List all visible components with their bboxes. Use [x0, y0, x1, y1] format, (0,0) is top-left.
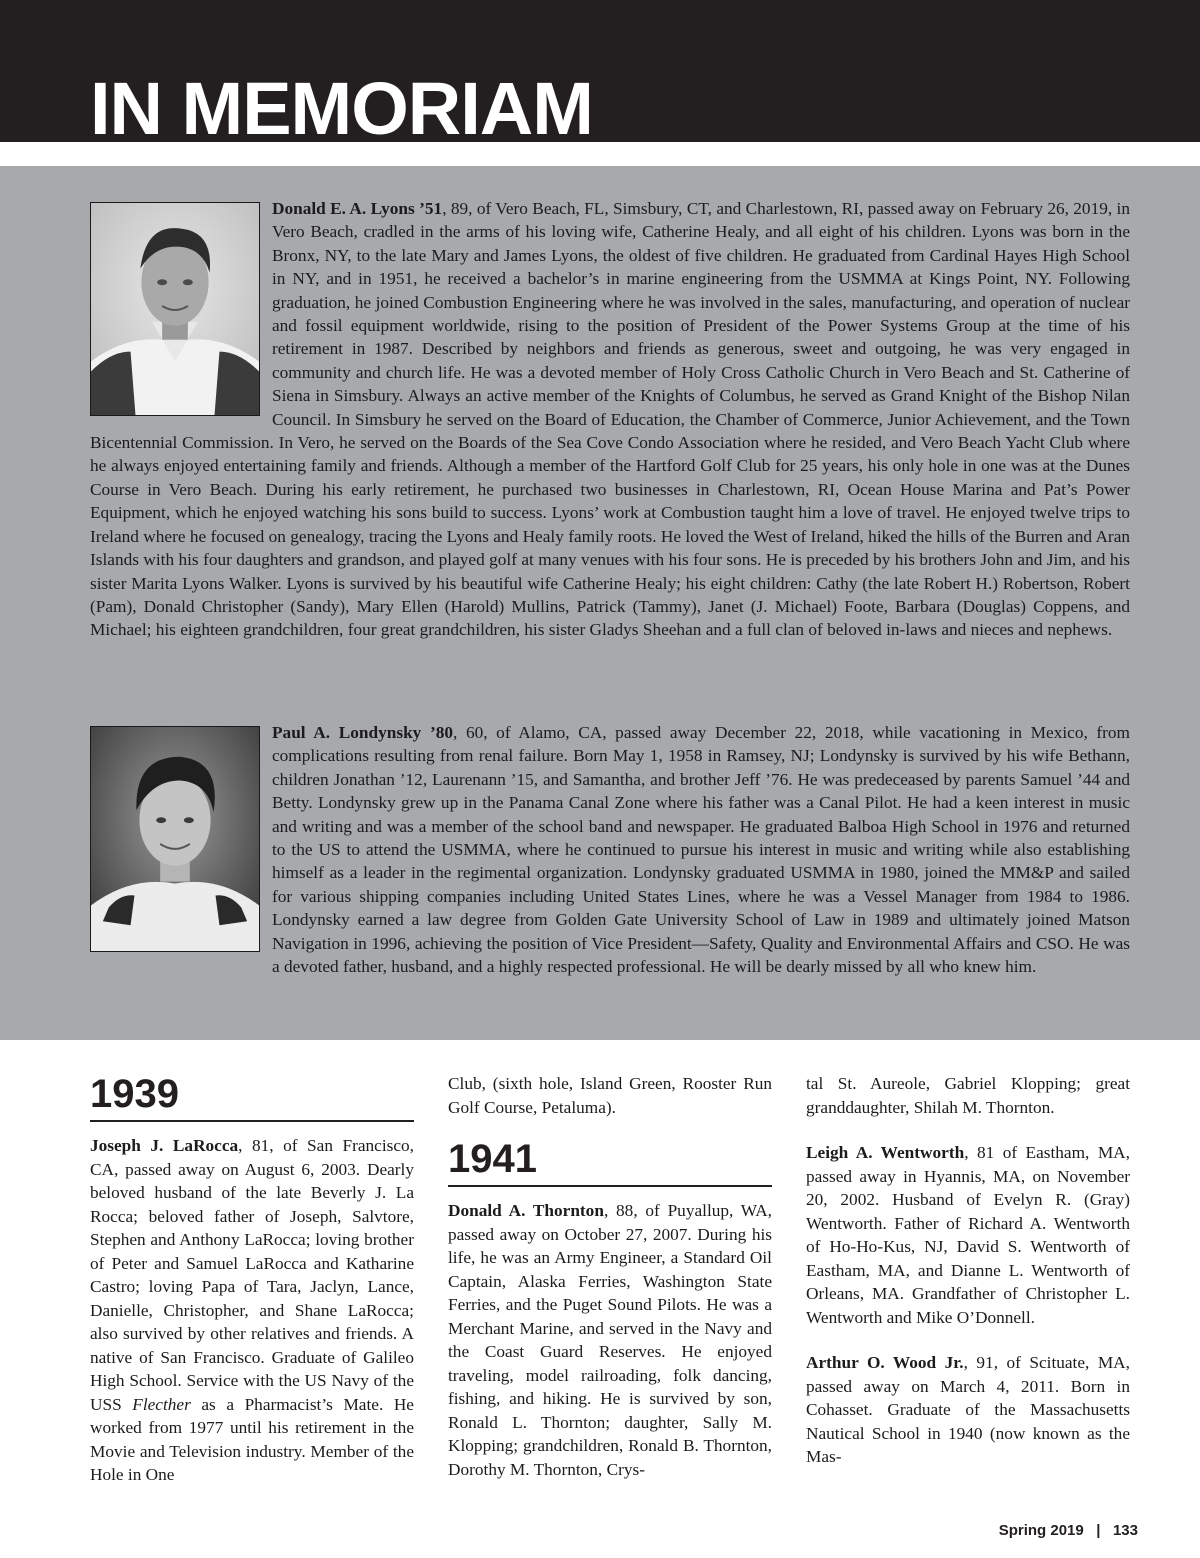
portrait-photo-londynsky — [90, 726, 260, 952]
portrait-lyons-image — [91, 203, 259, 415]
obituary-larocca-continued: Club, (sixth hole, Island Green, Rooster Run Golf Course, Petaluma). — [448, 1074, 772, 1117]
obituary-body: , 81, of San Francisco, CA, passed away on August 6, 2003. Dearly beloved husband of the late Beverly J. La Rocca; beloved father of Joseph, Salvtore, Stephen and Anthony LaRocca; loving brother of Peter and Samuel LaRocca and Katharine Castro; loving Papa of Tara, Jaclyn, Lance, Danielle, Christopher, and Shane LaRocca; also survived by other relatives and friends. A native of San Francisco. Graduate of Galileo High School. Service with the US Navy of the USS — [90, 1136, 414, 1414]
page-title: IN MEMORIAM — [90, 72, 593, 142]
decedent-name: Leigh A. Wentworth — [806, 1143, 965, 1162]
decedent-name: Joseph J. LaRocca — [90, 1136, 239, 1155]
column-1 — [90, 1072, 414, 1487]
obituary-body-continued: as a Pharmacist’s Mate. He worked from 1977 until his retirement in the Movie and Television industry. Member of the Hole in One — [90, 1394, 414, 1484]
page-footer — [999, 1522, 1138, 1539]
obituary-londynsky — [90, 721, 1130, 978]
obituary-thornton-continued: tal St. Aureole, Gabriel Klopping; great granddaughter, Shilah M. Thornton. — [806, 1074, 1130, 1117]
obituary-body: , 88, of Puyallup, WA, passed away on October 27, 2007. During his life, he was an Army Engineer, a Standard Oil Captain, Alaska Ferries, Washington State Ferries, and the Puget Sound Pilots. He was a Merchant Marine, and served in the Navy and the Coast Guard Reserves. He enjoyed traveling, model railroading, folk dancing, fishing, and hiking. He is survived by son, Ronald L. Thornton; daughter, Sally M. Klopping; grandchildren, Ronald B. Thornton, Dorothy M. Thornton, Crys- — [448, 1201, 772, 1479]
footer-separator: | — [1096, 1522, 1101, 1539]
obituary-body: , 81 of Eastham, MA, passed away in Hyannis, MA, on November 20, 2002. Husband of Evelyn R. (Gray) Wentworth. Father of Richard A. Wentworth of Ho-Ho-Kus, NJ, David S. Wentworth of Eastham, MA, and Dianne L. Wentworth of Orleans, MA. Grandfather of Christopher L. Wentworth and Mike O’Donnell. — [806, 1143, 1130, 1327]
class-year-heading-1941: 1941 — [448, 1137, 772, 1187]
portrait-londynsky-image — [91, 727, 259, 951]
decedent-name: Donald A. Thornton — [448, 1201, 604, 1220]
class-year-heading-1939: 1939 — [90, 1072, 414, 1122]
obituary-body: , 60, of Alamo, CA, passed away December 22, 2018, while vacationing in Mexico, from complications resulting from renal failure. Born May 1, 1958 in Ramsey, NJ; Londynsky is survived by his wife Bethann, children Jonathan ’12, Laurenann ’15, and Samantha, and brother Jeff ’76. He was predeceased by parents Samuel ’44 and Betty. Londynsky grew up in the Panama Canal Zone where his father was a Canal Pilot. He had a keen interest in music and writing and was a member of the school band and newspaper. He graduated Balboa High School in 1976 and returned to the US to attend the USMMA, where he continued to pursue his interest in music and writing while also establishing himself as a leader in the regimental organization. Londynsky graduated USMMA in 1980, joined the MM&P and sailed for various shipping companies including United States Lines, where he was a Vessel Manager from 1984 to 1986. Londynsky earned a law degree from Golden Gate University School of Law in 1989 and ultimately joined Matson Navigation in 1996, achieving the position of Vice President—Safety, Quality and Environmental Affairs and CSO. He was a devoted father, husband, and a highly respected professional. He will be dearly missed by all who knew him. — [272, 723, 1130, 977]
obituary-body: , 89, of Vero Beach, FL, Simsbury, CT, and Charlestown, RI, passed away on February 26, 2019, in Vero Beach, cradled in the arms of his loving wife, Catherine Healy, and all eight of his children. Lyons was born in the Bronx, NY, to the late Mary and James Lyons, the oldest of five children. He graduated from Cardinal Hayes High School in NY, and in 1951, he received a bachelor’s in marine engineering from the USMMA at Kings Point, NY. Following graduation, he joined Combustion Engineering where he was involved in the sales, manufacturing, and operation of nuclear and fossil equipment worldwide, rising to the position of President of the Power Systems Group at the time of his retirement in 1987. Described by neighbors and friends as generous, sweet and outgoing, he was very engaged in community and church life. He was a devoted member of Holy Cross Catholic Church in Vero Beach and St. Catherine of Siena in Simsbury. Always an active member of the Knights of Columbus, he served as Grand Knight of the Bishop Nilan Council. In Simsbury he served on the Board of Education, the Chamber of Commerce, Junior Achievement, and the Town Bicentennial Commission. In Vero, he served on the Boards of the Sea Cove Condo Association where he resided, and Vero Beach Yacht Club where he always enjoyed entertaining family and friends. Although a member of the Hartford Golf Club for 25 years, his only hole in one was at the Dunes Course in Vero Beach. During his early retirement, he purchased two businesses in Charlestown, RI, Ocean House Marina and Pat’s Power Equipment, which he enjoyed watching his sons build to success. Lyons’ work at Combustion taught him a love of travel. He enjoyed twelve trips to Ireland where he focused on genealogy, tracing the Lyons and Healy family roots. He loved the West of Ireland, hiked the hills of the Burren and Aran Islands with his four daughters and grandson, and played golf at many venues with his four sons. He is preceded by his brothers John and Jim, and his sister Marita Lyons Walker. Lyons is survived by his beautiful wife Catherine Healy; his eight children: Cathy (the late Robert H.) Robertson, Robert (Pam), Donald Christopher (Sandy), Mary Ellen (Harold) Mullins, Patrick (Tammy), Janet (J. Michael) Foote, Barbara (Douglas) Coppens, and Michael; his eighteen grandchildren, four great grandchildren, his sister Gladys Sheehan and a full clan of beloved in-laws and nieces and nephews. — [90, 199, 1130, 640]
decedent-name: Donald E. A. Lyons ’51 — [272, 199, 443, 218]
page-number: 133 — [1112, 1522, 1138, 1539]
obituary-larocca — [90, 1134, 414, 1487]
obituary-body: , 91, of Scituate, MA, passed away on March 4, 2011. Born in Cohasset. Graduate of the Massachusetts Nautical School in 1940 (now known as the Mas- — [806, 1353, 1130, 1466]
column-3 — [806, 1072, 1130, 1469]
obituary-wentworth — [806, 1141, 1130, 1329]
obituary-thornton — [448, 1199, 772, 1481]
obituary-lyons — [90, 197, 1130, 642]
decedent-name: Arthur O. Wood Jr. — [806, 1353, 964, 1372]
obituary-wood — [806, 1351, 1130, 1469]
column-2 — [448, 1072, 772, 1481]
ship-name: Flecther — [132, 1394, 191, 1414]
portrait-photo-lyons — [90, 202, 260, 416]
footer-issue: Spring 2019 — [998, 1522, 1084, 1539]
decedent-name: Paul A. Londynsky ’80 — [272, 723, 453, 742]
